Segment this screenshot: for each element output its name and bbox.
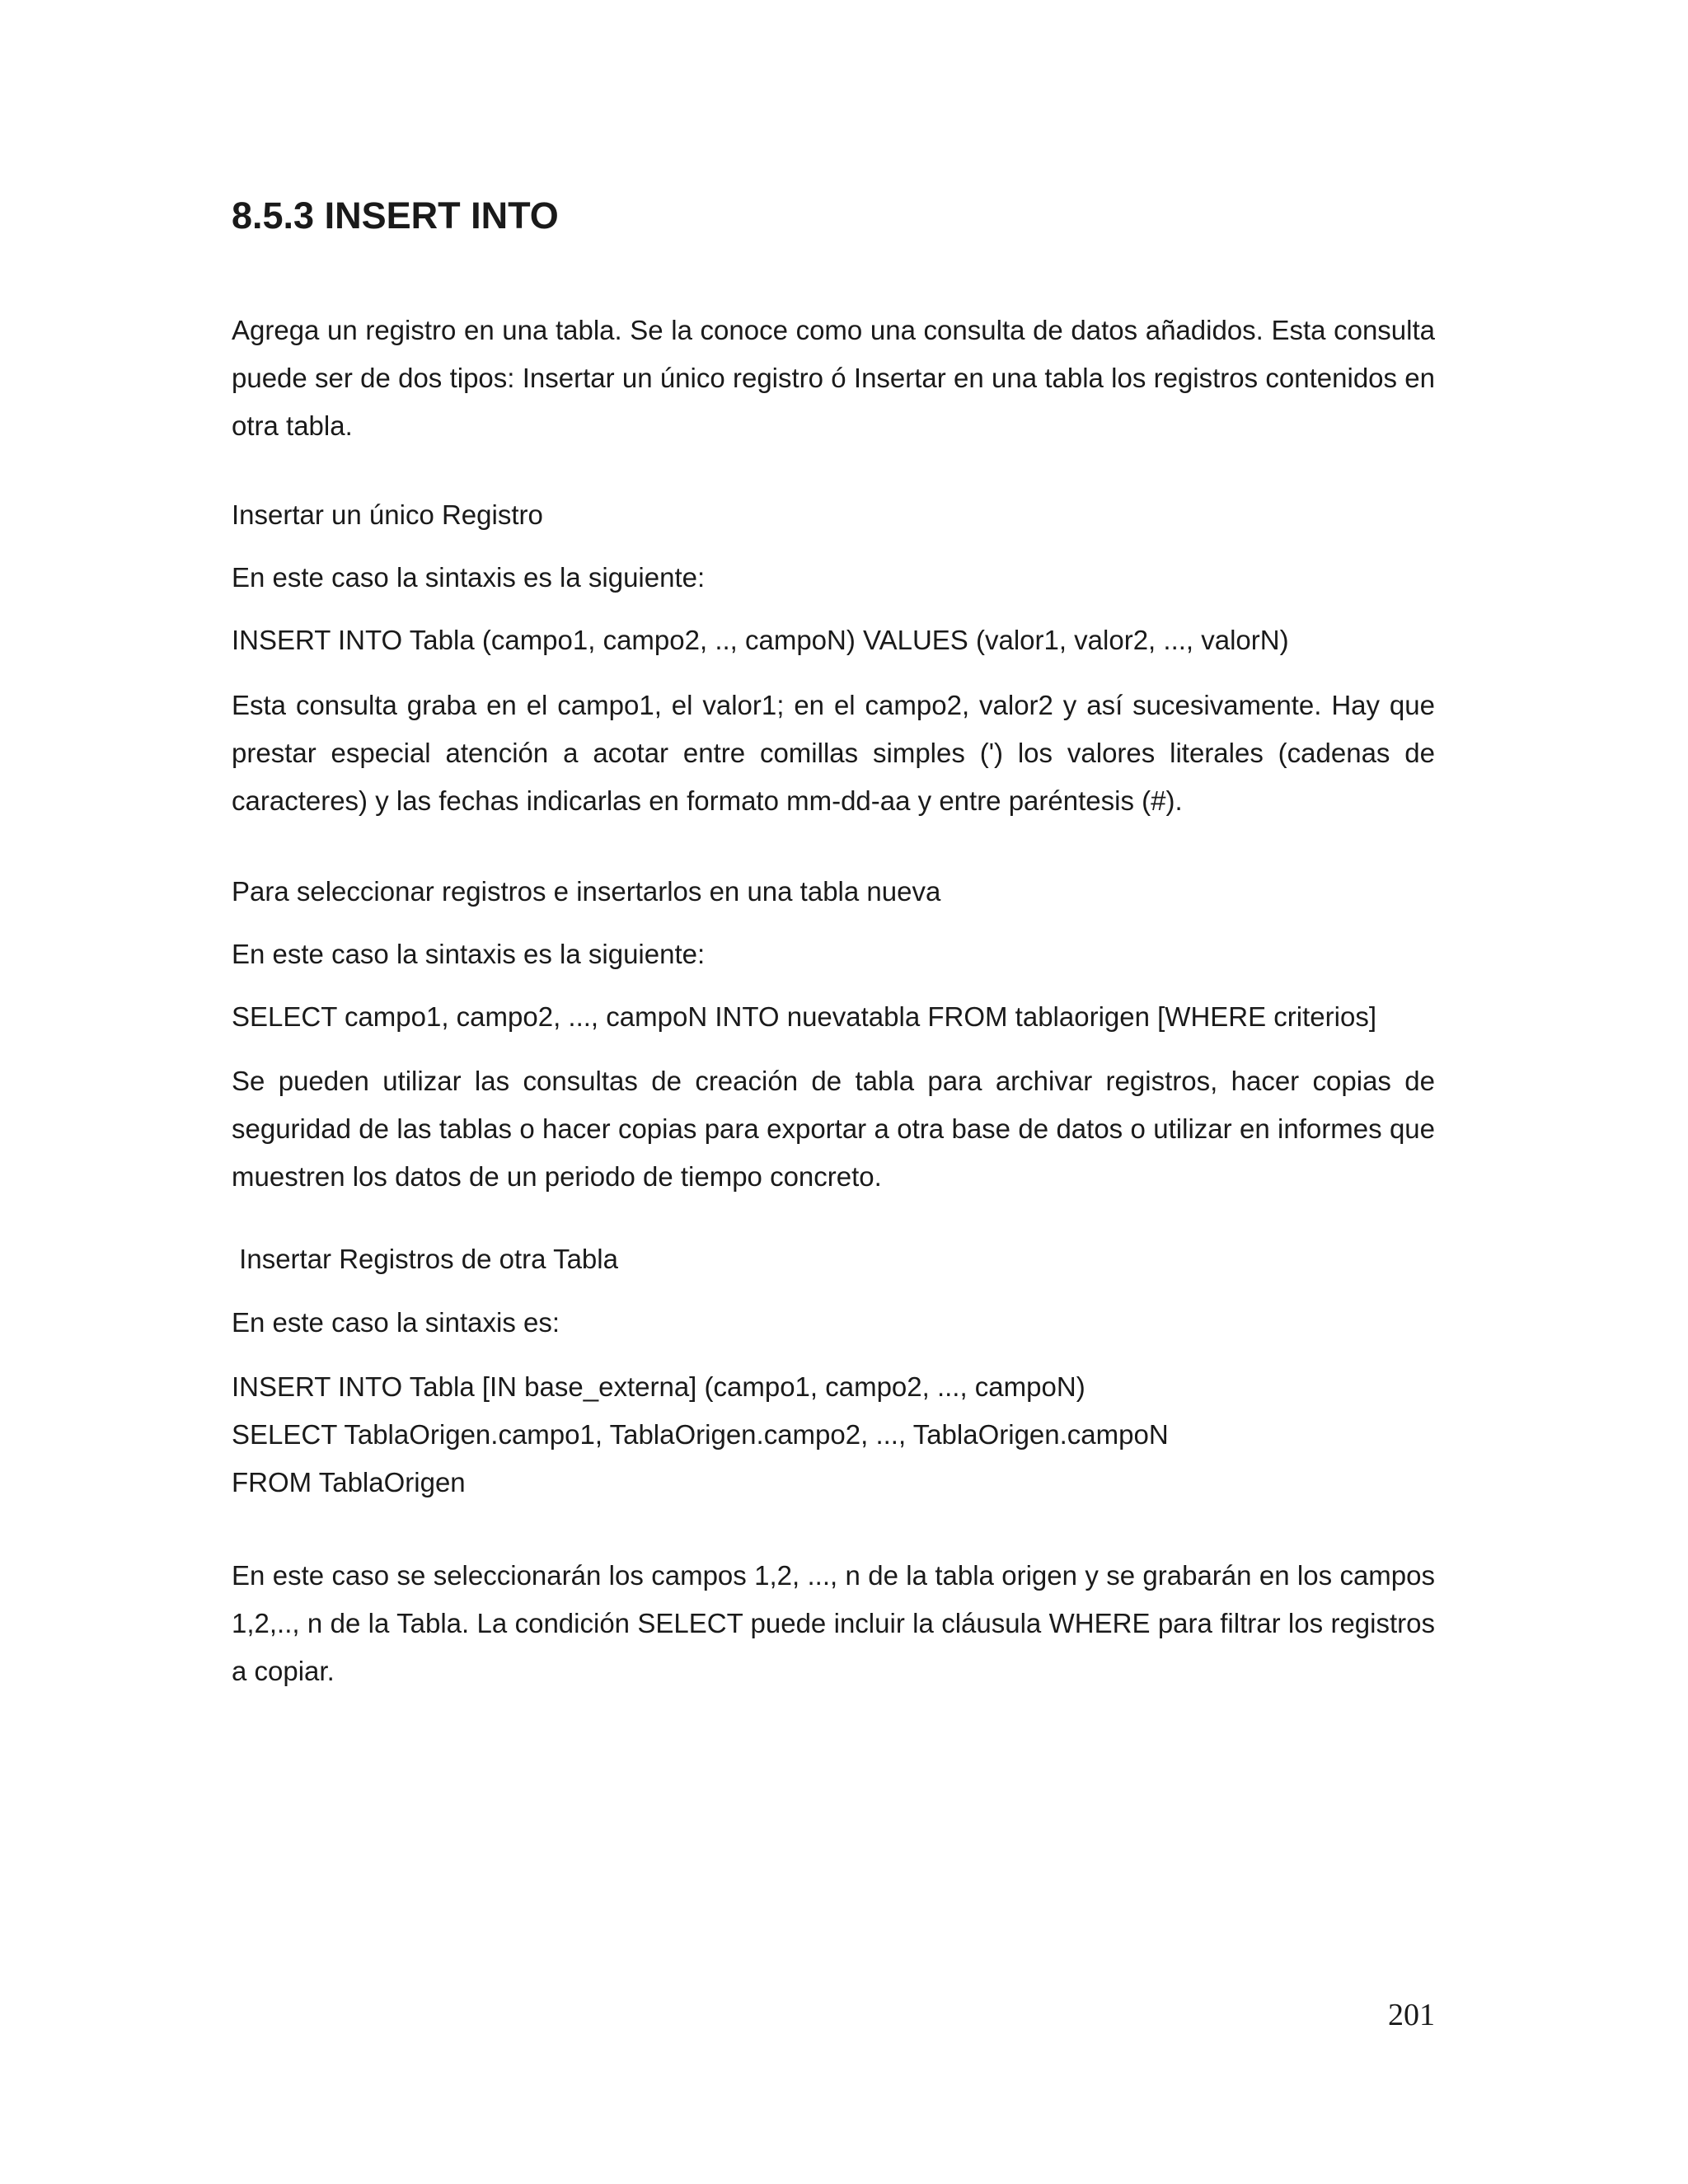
single-record-syntax-intro: En este caso la sintaxis es la siguiente: <box>232 562 706 593</box>
other-table-explanation: En este caso se seleccionarán los campos 1,2, ..., n de la tabla origen y se grabarán en los campos 1,2,.., n de la Tabla. La condición SELECT puede incluir la cláusula WHERE para filtrar los registros a copiar. <box>232 1560 1435 1686</box>
syntax-line: FROM TablaOrigen <box>232 1467 466 1497</box>
single-record-explanation: Esta consulta graba en el campo1, el valor1; en el campo2, valor2 y así sucesivamente. Hay que prestar especial atención a acotar entre comillas simples (') los valores literales (cadenas de caracteres) y las fechas indicarlas en formato mm-dd-aa y entre paréntesis (#). <box>232 690 1435 816</box>
other-table-syntax-intro: En este caso la sintaxis es: <box>232 1307 560 1338</box>
select-into-syntax: SELECT campo1, campo2, ..., campoN INTO nuevatabla FROM tablaorigen [WHERE criterios] <box>232 1001 1376 1032</box>
other-table-title: Insertar Registros de otra Tabla <box>232 1244 618 1274</box>
syntax-line: SELECT TablaOrigen.campo1, TablaOrigen.campo2, ..., TablaOrigen.campoN <box>232 1419 1169 1450</box>
single-record-title: Insertar un único Registro <box>232 499 543 530</box>
other-table-syntax-block <box>232 1363 1435 1507</box>
intro-paragraph: Agrega un registro en una tabla. Se la conoce como una consulta de datos añadidos. Esta consulta puede ser de dos tipos: Insertar un único registro ó Insertar en una tabla los registros contenidos en otra tabla. <box>232 315 1435 441</box>
select-into-title: Para seleccionar registros e insertarlos en una tabla nueva <box>232 876 941 907</box>
section-heading: 8.5.3 INSERT INTO <box>232 194 559 237</box>
syntax-line: INSERT INTO Tabla [IN base_externa] (campo1, campo2, ..., campoN) <box>232 1371 1085 1402</box>
page-number: 201 <box>1388 1998 1435 2032</box>
select-into-syntax-intro: En este caso la sintaxis es la siguiente: <box>232 939 706 969</box>
select-into-explanation: Se pueden utilizar las consultas de creación de tabla para archivar registros, hacer copias de seguridad de las tablas o hacer copias para exportar a otra base de datos o utilizar en informes que muestren los datos de un periodo de tiempo concreto. <box>232 1066 1435 1192</box>
single-record-syntax: INSERT INTO Tabla (campo1, campo2, .., campoN) VALUES (valor1, valor2, ..., valorN) <box>232 625 1289 655</box>
